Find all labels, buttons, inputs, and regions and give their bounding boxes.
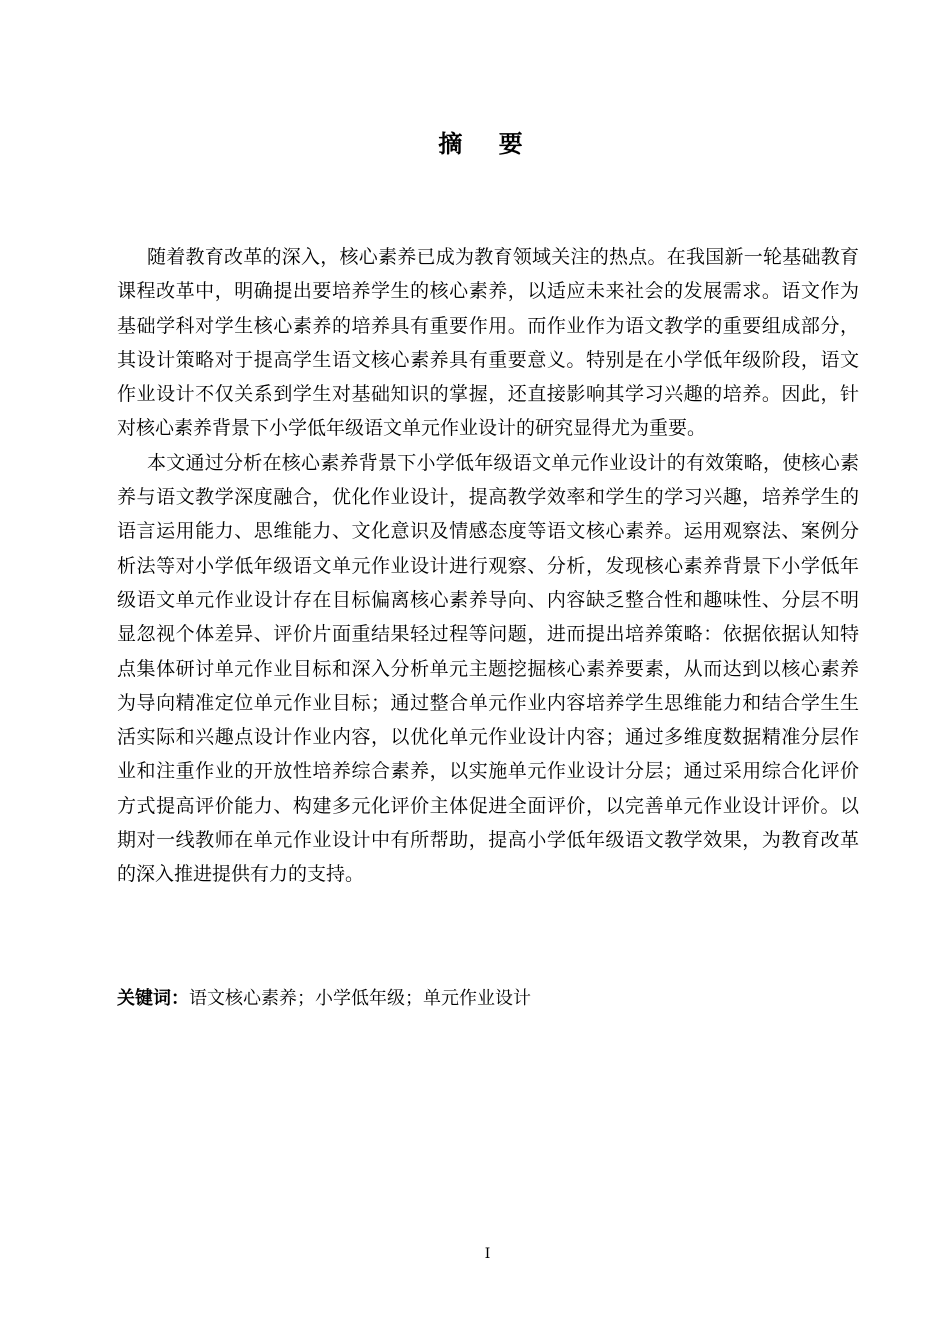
text-line: 方式提高评价能力、构建多元化评价主体促进全面评价，以完善单元作业设计评价。以 bbox=[117, 794, 859, 817]
text-line: 随着教育改革的深入，核心素养已成为教育领域关注的热点。在我国新一轮基础教育 bbox=[147, 246, 859, 268]
text-line: 对核心素养背景下小学低年级语文单元作业设计的研究显得尤为重要。 bbox=[117, 417, 707, 440]
text-line: 为导向精准定位单元作业目标；通过整合单元作业内容培养学生思维能力和结合学生生 bbox=[117, 691, 859, 714]
paragraph-2 bbox=[117, 446, 859, 892]
text-line: 的深入推进提供有力的支持。 bbox=[117, 863, 365, 886]
text-line: 期对一线教师在单元作业设计中有所帮助，提高小学低年级语文教学效果，为教育改革 bbox=[117, 829, 859, 852]
text-line: 级语文单元作业设计存在目标偏离核心素养导向、内容缺乏整合性和趣味性、分层不明 bbox=[117, 588, 859, 611]
text-line: 养与语文教学深度融合，优化作业设计，提高教学效率和学生的学习兴趣，培养学生的 bbox=[117, 486, 859, 509]
paragraph-1 bbox=[117, 240, 859, 446]
text-line: 业和注重作业的开放性培养综合素养，以实施单元作业设计分层；通过采用综合化评价 bbox=[117, 760, 859, 783]
text-line: 点集体研讨单元作业目标和深入分析单元主题挖掘核心素养要素，从而达到以核心素养 bbox=[117, 657, 859, 680]
text-line: 课程改革中，明确提出要培养学生的核心素养，以适应未来社会的发展需求。语文作为 bbox=[117, 280, 859, 303]
abstract-title: 摘 要 bbox=[438, 129, 537, 158]
text-line: 基础学科对学生核心素养的培养具有重要作用。而作业作为语文教学的重要组成部分， bbox=[117, 314, 859, 337]
text-line: 活实际和兴趣点设计作业内容，以优化单元作业设计内容；通过多维度数据精准分层作 bbox=[117, 726, 859, 749]
keywords bbox=[117, 984, 531, 1014]
keywords-label: 关键词： bbox=[117, 988, 189, 1009]
text-line: 本文通过分析在核心素养背景下小学低年级语文单元作业设计的有效策略，使核心素 bbox=[147, 451, 859, 474]
abstract-body bbox=[117, 240, 859, 892]
keywords-value: 语文核心素养；小学低年级；单元作业设计 bbox=[189, 988, 531, 1009]
text-line: 显忽视个体差异、评价片面重结果轻过程等问题，进而提出培养策略：依据依据认知特 bbox=[117, 623, 859, 646]
text-line: 其设计策略对于提高学生语文核心素养具有重要意义。特别是在小学低年级阶段，语文 bbox=[117, 348, 859, 371]
text-line: 语言运用能力、思维能力、文化意识及情感态度等语文核心素养。运用观察法、案例分 bbox=[117, 520, 859, 543]
page-number: I bbox=[484, 1246, 491, 1262]
text-line: 作业设计不仅关系到学生对基础知识的掌握，还直接影响其学习兴趣的培养。因此，针 bbox=[117, 383, 859, 406]
text-line: 析法等对小学低年级语文单元作业设计进行观察、分析，发现核心素养背景下小学低年 bbox=[117, 554, 859, 577]
